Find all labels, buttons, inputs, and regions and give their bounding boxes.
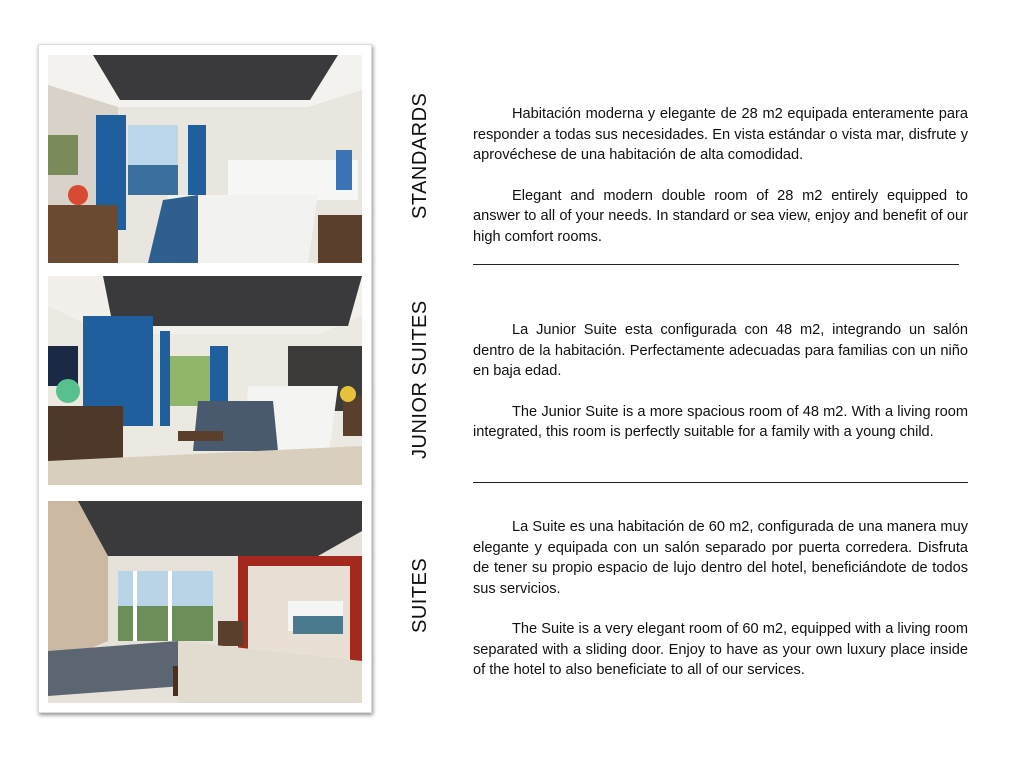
junior-suite-photo — [48, 276, 362, 485]
suites-description — [473, 517, 968, 681]
suites-text-es: La Suite es una habitación de 60 m2, configurada de una manera muy elegante y equipada con un salón separado por puerta corredera. Disfruta de tener su propio espacio de lujo dentro del hotel, beneficiándote de todos sus servicios. — [473, 519, 968, 597]
junior-suites-label: JUNIOR SUITES — [409, 300, 431, 459]
suites-label: SUITES — [409, 557, 431, 633]
suites-text-en: The Suite is a very elegant room of 60 m2, equipped with a living room separated with a sliding door. Enjoy to have as your own luxury place inside of the hotel to also beneficiate to all of our services. — [473, 621, 968, 678]
junior-suites-text-en: The Junior Suite is a more spacious room of 48 m2. With a living room integrated, this room is perfectly suitable for a family with a young child. — [473, 403, 968, 440]
standards-description — [473, 104, 968, 247]
section-divider — [473, 264, 959, 265]
junior-suites-description — [473, 320, 968, 443]
standards-text-es: Habitación moderna y elegante de 28 m2 equipada enteramente para responder a todas sus necesidades. En vista estándar o vista mar, disfrute y aprovéchese de una habitación de alta comodidad. — [473, 106, 968, 163]
junior-suites-text-es: La Junior Suite esta configurada con 48 m2, integrando un salón dentro de la habitación. Perfectamente adecuadas para familias con un niño en baja edad. — [473, 322, 968, 379]
suite-photo — [48, 501, 362, 703]
section-divider — [473, 482, 968, 483]
standards-text-en: Elegant and modern double room of 28 m2 entirely equipped to answer to all of your needs. In standard or sea view, enjoy and benefit of our high comfort rooms. — [473, 187, 968, 245]
photo-strip — [38, 44, 372, 713]
standards-label: STANDARDS — [409, 92, 431, 219]
standard-room-photo — [48, 55, 362, 263]
